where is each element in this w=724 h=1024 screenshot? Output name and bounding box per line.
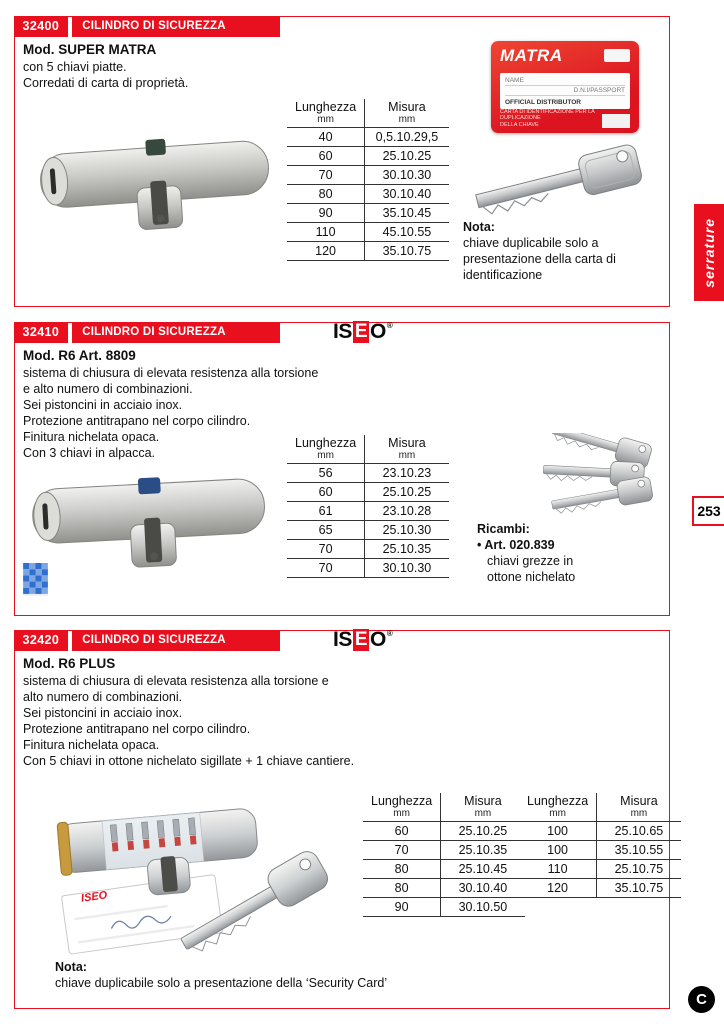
- cell-lunghezza: 120: [519, 879, 597, 898]
- cell-misura: 35.10.45: [365, 204, 449, 223]
- cell-lunghezza: 70: [287, 166, 365, 185]
- cell-lunghezza: 60: [287, 147, 365, 166]
- cell-lunghezza: 80: [363, 879, 441, 898]
- cell-misura: 25.10.35: [441, 841, 525, 860]
- table-row: [287, 559, 449, 578]
- description-line: Finitura nichelata opaca.: [23, 430, 160, 444]
- col-header-misura: Misura mm: [365, 99, 449, 128]
- description-line: sistema di chiusura di elevata resistenza alla torsione: [23, 366, 319, 380]
- col-header-misura: Misura mm: [365, 435, 449, 464]
- cell-misura: 25.10.45: [441, 860, 525, 879]
- card-fields: [500, 73, 630, 109]
- cell-misura: 25.10.75: [597, 860, 681, 879]
- chapter-tab-serrature: serrature: [694, 204, 724, 301]
- table-row: [287, 166, 449, 185]
- note: [463, 219, 677, 283]
- table-header-row: [363, 793, 525, 822]
- spec-table-left: [363, 793, 525, 917]
- table-row: [363, 879, 525, 898]
- table-row: [519, 879, 681, 898]
- cell-misura: 23.10.28: [365, 502, 449, 521]
- cell-misura: 0,5.10.29,5: [365, 128, 449, 147]
- description-line: e alto numero di combinazioni.: [23, 382, 193, 396]
- note-text: chiave duplicabile solo a presentazione della ‘Security Card’: [55, 976, 388, 990]
- card-field-name: NAME: [505, 76, 625, 86]
- cell-misura: 45.10.55: [365, 223, 449, 242]
- cell-lunghezza: 40: [287, 128, 365, 147]
- col-header-lunghezza: Lunghezza mm: [287, 99, 365, 128]
- cell-lunghezza: 90: [287, 204, 365, 223]
- table-row: [287, 185, 449, 204]
- card-field-passport: D.N.I/PASSPORT: [505, 86, 625, 96]
- description-line: Con 5 chiavi in ottone nichelato sigillate + 1 chiave cantiere.: [23, 754, 355, 768]
- section-header: [14, 16, 281, 37]
- col-header-misura: Misura mm: [441, 793, 525, 822]
- table-row: [363, 822, 525, 841]
- model-name: Mod. SUPER MATRA: [23, 42, 157, 57]
- description-block: [23, 59, 188, 91]
- card-footer-text: CARTA DI IDENTIFICAZIONE PER LA DUPLICAZIONE DELLA CHIAVE: [500, 108, 595, 128]
- cell-lunghezza: 80: [287, 185, 365, 204]
- ricambi-article: • Art. 020.839: [477, 538, 555, 552]
- category-title: CILINDRO DI SICUREZZA: [72, 16, 280, 37]
- section-header: [14, 630, 281, 651]
- section-header: [14, 322, 281, 343]
- section-32420: [14, 630, 670, 1009]
- col-header-lunghezza: Lunghezza mm: [363, 793, 441, 822]
- description-line: Protezione antitrapano nel corpo cilindro.: [23, 722, 251, 736]
- description-line: Sei pistoncini in acciaio inox.: [23, 706, 183, 720]
- article-code: 32400: [14, 16, 69, 37]
- col-header-lunghezza: Lunghezza mm: [519, 793, 597, 822]
- cell-misura: 30.10.40: [365, 185, 449, 204]
- ricambi-desc-line: ottone nichelato: [487, 570, 576, 584]
- table-row: [287, 128, 449, 147]
- cell-lunghezza: 70: [287, 540, 365, 559]
- note-label: Nota:: [55, 960, 87, 974]
- cell-lunghezza: 110: [287, 223, 365, 242]
- section-32410: [14, 322, 670, 616]
- col-header-lunghezza: Lunghezza mm: [287, 435, 365, 464]
- cell-lunghezza: 110: [519, 860, 597, 879]
- note-label: Nota:: [463, 220, 495, 234]
- note-text: chiave duplicabile solo a presentazione della carta di identificazione: [463, 236, 616, 282]
- mosaic-pattern-icon: [23, 563, 48, 596]
- key-photo: [463, 133, 663, 229]
- cell-misura: 30.10.30: [365, 166, 449, 185]
- table-row: [287, 521, 449, 540]
- cell-lunghezza: 90: [363, 898, 441, 917]
- spare-parts-note: [477, 521, 575, 585]
- cell-misura: 25.10.35: [365, 540, 449, 559]
- card-field-distributor: OFFICIAL DISTRIBUTOR: [505, 99, 581, 106]
- ricambi-label: Ricambi:: [477, 522, 530, 536]
- section-32400: [14, 16, 670, 307]
- description-line: con 5 chiavi piatte.: [23, 60, 127, 74]
- cell-lunghezza: 100: [519, 841, 597, 860]
- cell-lunghezza: 80: [363, 860, 441, 879]
- cell-lunghezza: 60: [287, 483, 365, 502]
- cell-misura: 30.10.50: [441, 898, 525, 917]
- cylinder-photo: [33, 120, 281, 242]
- cell-lunghezza: 70: [287, 559, 365, 578]
- description-line: Finitura nichelata opaca.: [23, 738, 160, 752]
- cell-misura: 35.10.55: [597, 841, 681, 860]
- cell-lunghezza: 61: [287, 502, 365, 521]
- table-row: [519, 841, 681, 860]
- table-header-row: [287, 435, 449, 464]
- ricambi-desc-line: chiavi grezze in: [487, 554, 574, 568]
- table-row: [287, 147, 449, 166]
- iseo-logo: IS E O ®: [333, 628, 393, 651]
- card-chip: [604, 49, 630, 62]
- table-row: [287, 464, 449, 483]
- cell-lunghezza: 120: [287, 242, 365, 261]
- table-row: [287, 204, 449, 223]
- table-row: [287, 540, 449, 559]
- description-line: alto numero di combinazioni.: [23, 690, 183, 704]
- cell-lunghezza: 70: [363, 841, 441, 860]
- description-line: Con 3 chiavi in alpacca.: [23, 446, 156, 460]
- description-line: Protezione antitrapano nel corpo cilindro.: [23, 414, 251, 428]
- note: [55, 959, 575, 991]
- description-line: Corredati di carta di proprietà.: [23, 76, 189, 90]
- keys-photo: [515, 433, 683, 523]
- table-row: [519, 822, 681, 841]
- cell-misura: 25.10.25: [365, 483, 449, 502]
- article-code: 32420: [14, 630, 69, 651]
- col-header-misura: Misura mm: [597, 793, 681, 822]
- cell-misura: 25.10.25: [441, 822, 525, 841]
- iseo-logo: IS E O ®: [333, 320, 393, 343]
- card-brand-text: ISEO: [80, 889, 109, 905]
- description-block: [23, 365, 318, 461]
- table-row: [287, 242, 449, 261]
- spec-table-right: [519, 793, 681, 898]
- cell-misura: 25.10.65: [597, 822, 681, 841]
- model-name: Mod. R6 PLUS: [23, 656, 116, 671]
- table-row: [363, 841, 525, 860]
- cell-misura: 25.10.25: [365, 147, 449, 166]
- cell-lunghezza: 56: [287, 464, 365, 483]
- cell-misura: 35.10.75: [365, 242, 449, 261]
- matra-logo: MATRA: [500, 46, 563, 65]
- publisher-logo: C: [688, 986, 715, 1013]
- article-code: 32410: [14, 322, 69, 343]
- table-header-row: [519, 793, 681, 822]
- spec-table: [287, 435, 449, 578]
- description-line: sistema di chiusura di elevata resistenza alla torsione e: [23, 674, 329, 688]
- category-title: CILINDRO DI SICUREZZA: [72, 322, 280, 343]
- cell-misura: 30.10.40: [441, 879, 525, 898]
- card-code-box: [602, 114, 630, 128]
- cell-misura: 35.10.75: [597, 879, 681, 898]
- cell-misura: 30.10.30: [365, 559, 449, 578]
- page-number: 253: [692, 496, 724, 526]
- model-name: Mod. R6 Art. 8809: [23, 348, 136, 363]
- category-title: CILINDRO DI SICUREZZA: [72, 630, 280, 651]
- matra-identification-card: [491, 41, 639, 133]
- cell-lunghezza: 65: [287, 521, 365, 540]
- table-row: [363, 898, 525, 917]
- spec-table: [287, 99, 449, 261]
- cell-misura: 25.10.30: [365, 521, 449, 540]
- table-row: [287, 223, 449, 242]
- description-block: [23, 673, 354, 769]
- cylinder-photo: [25, 451, 277, 585]
- cell-lunghezza: 60: [363, 822, 441, 841]
- cylinder-cutaway-photo: [47, 769, 369, 965]
- table-row: [519, 860, 681, 879]
- table-row: [287, 483, 449, 502]
- table-row: [363, 860, 525, 879]
- table-row: [287, 502, 449, 521]
- description-line: Sei pistoncini in acciaio inox.: [23, 398, 183, 412]
- cell-lunghezza: 100: [519, 822, 597, 841]
- cell-misura: 23.10.23: [365, 464, 449, 483]
- table-header-row: [287, 99, 449, 128]
